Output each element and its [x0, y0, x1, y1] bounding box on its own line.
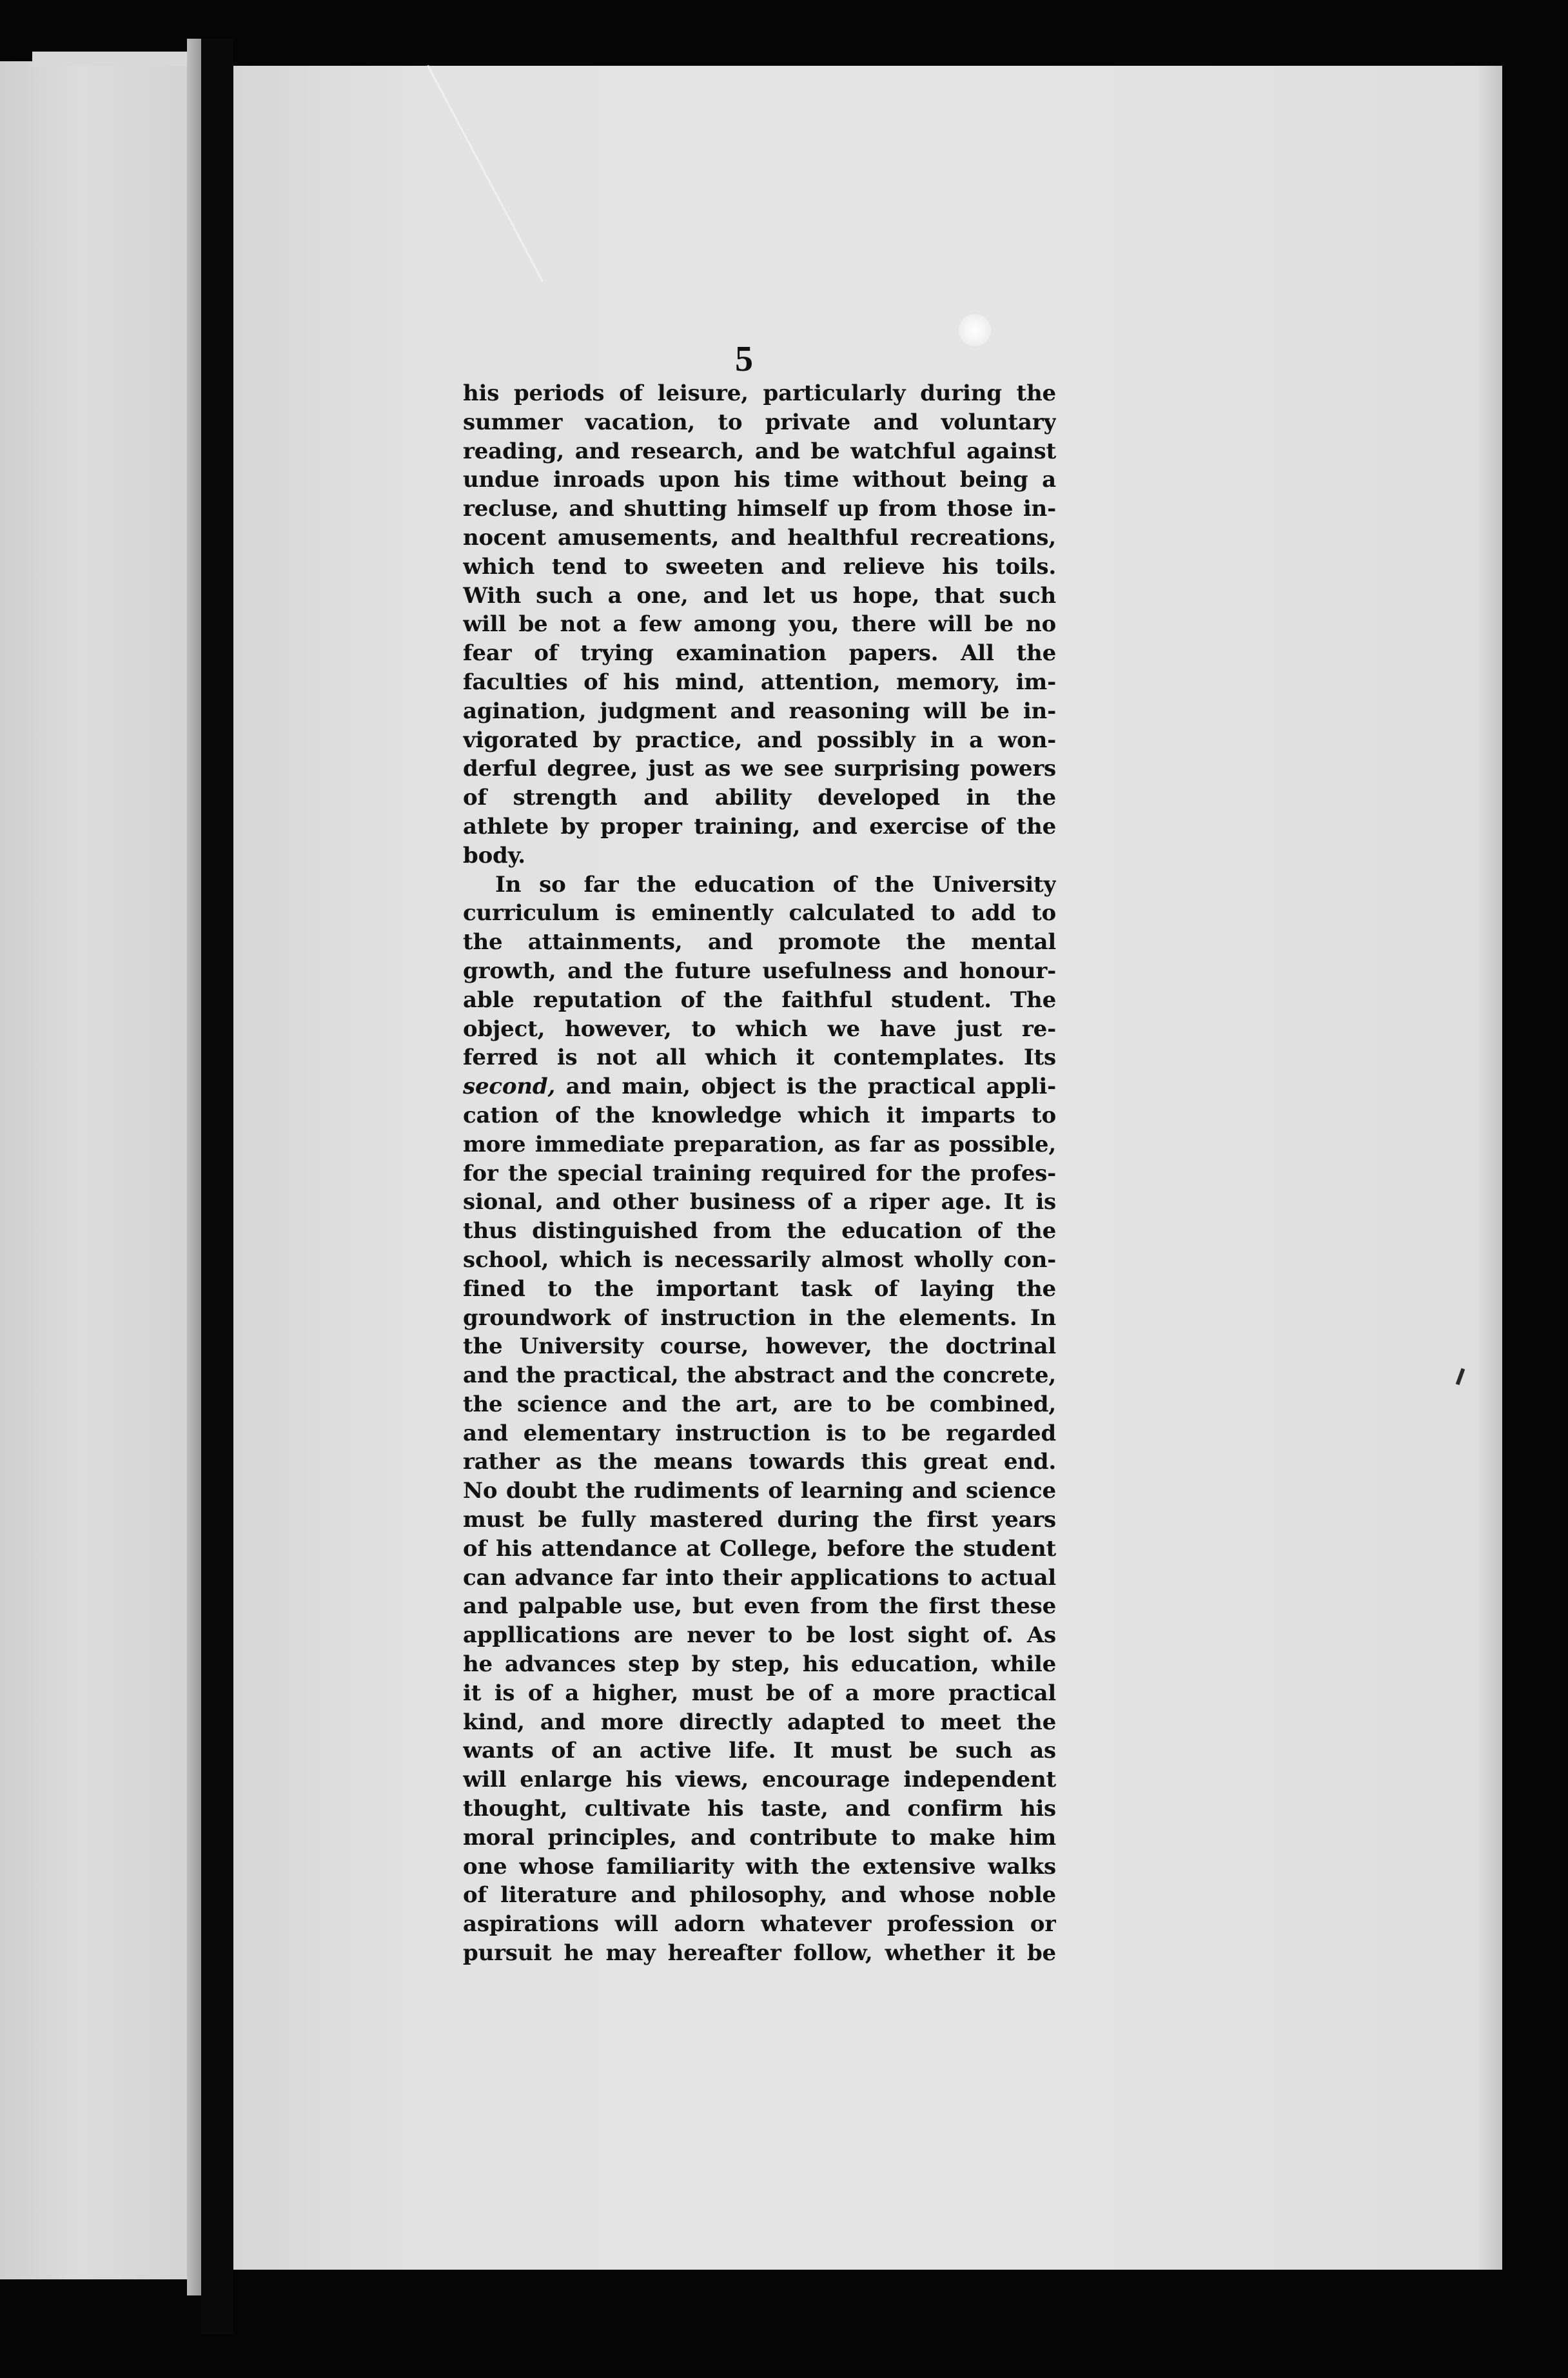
text-line: wants of an active life. It must be such as — [463, 1738, 1056, 1764]
text-line: and elementary instruction is to be regarded — [463, 1420, 1056, 1446]
text-line — [463, 1072, 1056, 1101]
page-gutter-edge — [187, 39, 201, 2295]
text-line: must be fully mastered during the first years — [463, 1507, 1056, 1533]
text-line: will enlarge his views, encourage independent — [463, 1767, 1056, 1793]
text-line: rather as the means towards this great end. — [463, 1449, 1056, 1475]
page-edge-shadow — [1476, 66, 1502, 2270]
text-line: can advance far into their applications to actual — [463, 1564, 1056, 1591]
text-line: will be not a few among you, there will be no — [463, 611, 1056, 638]
text-line: school, which is necessarily almost wholly con- — [463, 1246, 1056, 1273]
text-line: and the practical, the abstract and the concrete, — [463, 1362, 1056, 1389]
text-line: kind, and more directly adapted to meet the — [463, 1709, 1056, 1735]
scan-artifact-spot — [959, 314, 991, 346]
text-line: the University course, however, the doctrinal — [463, 1333, 1056, 1360]
text-line: faculties of his mind, attention, memory, im- — [463, 669, 1056, 695]
body-text — [463, 379, 1056, 1968]
text-line: No doubt the rudiments of learning and science — [463, 1478, 1056, 1504]
text-line: he advances step by step, his education, while — [463, 1651, 1056, 1678]
text-line: aspirations will adorn whatever profession or — [463, 1911, 1056, 1938]
previous-page-top-strip — [32, 52, 193, 66]
text-line: thought, cultivate his taste, and confirm his — [463, 1796, 1056, 1822]
scan-artifact-line — [427, 65, 544, 282]
text-line-rest: and main, object is the practical appli- — [565, 1074, 1056, 1100]
text-line: for the special training required for the profes- — [463, 1160, 1056, 1186]
text-line: With such a one, and let us hope, that such — [463, 582, 1056, 609]
text-line: moral principles, and contribute to make him — [463, 1824, 1056, 1851]
text-line: body. — [463, 842, 525, 869]
text-line: nocent amusements, and healthful recreations, — [463, 524, 1056, 551]
text-line: agination, judgment and reasoning will be in- — [463, 698, 1056, 724]
text-line: fear of trying examination papers. All the — [463, 640, 1056, 667]
text-line: derful degree, just as we see surprising powers — [463, 756, 1056, 782]
text-line: and palpable use, but even from the first these — [463, 1593, 1056, 1620]
text-line: athlete by proper training, and exercise of the — [463, 813, 1056, 840]
text-line: it is of a higher, must be of a more practical — [463, 1680, 1056, 1706]
text-line: pursuit he may hereafter follow, whether it be — [463, 1940, 1056, 1967]
text-line: the attainments, and promote the mental — [463, 929, 1056, 956]
text-line: recluse, and shutting himself up from those in- — [463, 496, 1056, 522]
text-line: In so far the education of the University — [495, 871, 1056, 898]
text-line: the science and the art, are to be combined, — [463, 1391, 1056, 1417]
text-line: groundwork of instruction in the elements. In — [463, 1304, 1056, 1331]
text-line: undue inroads upon his time without being a — [463, 467, 1056, 493]
previous-page-edge — [0, 61, 201, 2279]
scan-artifact-speck — [1456, 1368, 1465, 1385]
text-line: of literature and philosophy, and whose noble — [463, 1882, 1056, 1909]
text-line: one whose familiarity with the extensive walks — [463, 1853, 1056, 1880]
text-line: cation of the knowledge which it imparts to — [463, 1102, 1056, 1128]
text-line: reading, and research, and be watchful against — [463, 438, 1056, 464]
text-line: sional, and other business of a riper age. It is — [463, 1189, 1056, 1215]
text-line: which tend to sweeten and relieve his toils. — [463, 553, 1056, 580]
text-line: his periods of leisure, particularly during the — [463, 380, 1056, 406]
text-line: object, however, to which we have just re- — [463, 1016, 1056, 1042]
page-number: 5 — [735, 339, 753, 379]
text-line: vigorated by practice, and possibly in a won- — [463, 727, 1056, 753]
text-line: of strength and ability developed in the — [463, 785, 1056, 811]
text-line: curriculum is eminently calculated to add to — [463, 900, 1056, 927]
book-gutter — [201, 39, 233, 2334]
text-line: growth, and the future usefulness and honour- — [463, 958, 1056, 984]
text-line: appllications are never to be lost sight of. As — [463, 1622, 1056, 1649]
text-line: more immediate preparation, as far as possible, — [463, 1131, 1056, 1157]
italic-word: second, — [463, 1074, 556, 1100]
text-line: fined to the important task of laying the — [463, 1275, 1056, 1302]
text-line: of his attendance at College, before the student — [463, 1535, 1056, 1562]
text-line: thus distinguished from the education of the — [463, 1218, 1056, 1244]
text-line: summer vacation, to private and voluntary — [463, 409, 1056, 435]
text-line: ferred is not all which it contemplates. Its — [463, 1045, 1056, 1071]
text-line: able reputation of the faithful student. The — [463, 987, 1056, 1013]
